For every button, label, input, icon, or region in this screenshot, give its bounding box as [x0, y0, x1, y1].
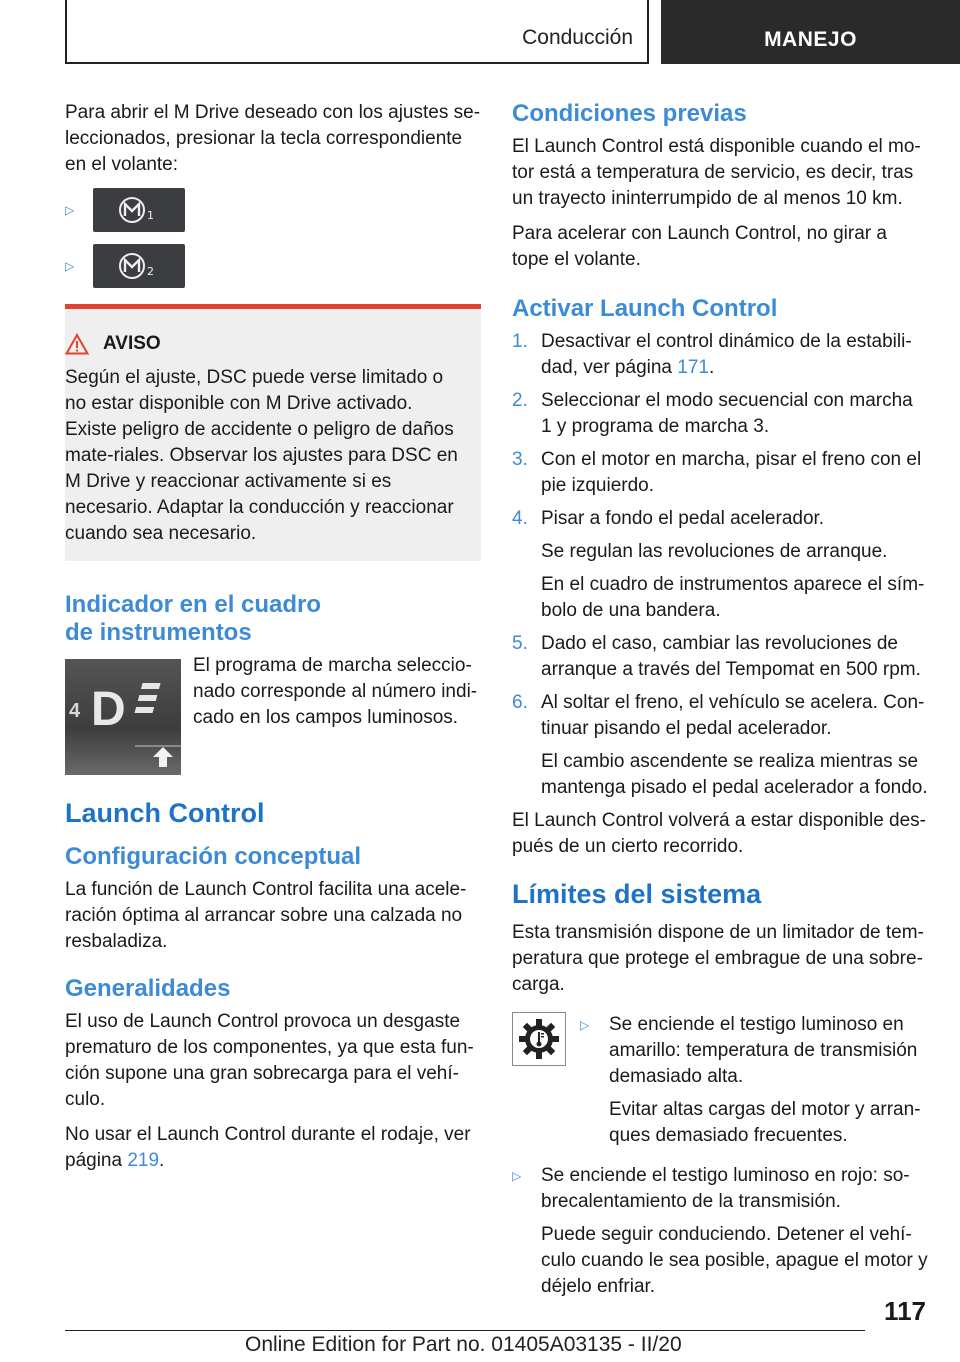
step-item: 5. Dado el caso, cambiar las revoluciones de arranque a través del Tempomat en 500 rpm.	[512, 633, 921, 680]
triangle-bullet-icon: ▷	[65, 259, 75, 273]
header-chapter-label: MANEJO	[764, 28, 857, 51]
footer-edition: Online Edition for Part no. 01405A03135 - II/20	[245, 1333, 682, 1356]
concept-heading: Configuración conceptual	[65, 843, 362, 870]
left-column	[65, 100, 481, 1183]
transmission-temperature-icon	[512, 1012, 566, 1066]
step-item: 3. Con el motor en marcha, pisar el freno con el pie izquierdo.	[512, 449, 922, 496]
prereq-text-2: Para acelerar con Launch Control, no girar a tope el volante.	[512, 223, 887, 270]
step-item: 1. Desactivar el control dinámico de la estabili-dad, ver página 171.	[512, 331, 912, 378]
indicator-block	[65, 653, 481, 775]
warning-title-text: AVISO	[103, 333, 161, 354]
red-sub: Puede seguir conduciendo. Detener el vehí-culo cuando le sea posible, apague el motor y déjelo enfriar.	[541, 1224, 928, 1297]
header-section-tab	[65, 0, 649, 64]
warning-title	[65, 331, 469, 357]
limits-title: Límites del sistema	[512, 879, 762, 909]
svg-text:1: 1	[147, 209, 154, 222]
indicator-heading: Indicador en el cuadro de instrumentos	[65, 591, 322, 646]
step-item: 4. Pisar a fondo el pedal acelerador.	[512, 508, 825, 529]
step6-sub: El cambio ascendente se realiza mientras se mantenga pisado el pedal acelerador a fondo.	[541, 751, 928, 798]
footer-divider	[65, 1330, 865, 1331]
page-link-219[interactable]: 219	[127, 1150, 160, 1171]
step4-sub-2: En el cuadro de instrumentos aparece el sím-bolo de una bandera.	[541, 574, 925, 621]
yellow-warning-row	[512, 1012, 928, 1149]
m2-button-icon	[93, 244, 185, 288]
page-link-171[interactable]: 171	[677, 357, 709, 378]
general-text-2: No usar el Launch Control durante el rodaje, ver página 219.	[65, 1124, 471, 1171]
warning-text: Según el ajuste, DSC puede verse limitado o no estar disponible con M Drive activado. Existe peligro de accidente o peligro de daños mate-riales. Observar los ajustes para DSC en M Drive y reaccionar activamente si es necesario. Adaptar la conducción y reaccionar cuando sea necesario.	[65, 367, 458, 544]
red-bullet: ▷ Se enciende el testigo luminoso en rojo: so-brecalentamiento de la transmisión.	[512, 1163, 928, 1215]
concept-text: La función de Launch Control facilita una acele-ración óptima al arrancar sobre una calzada no resbaladiza.	[65, 879, 467, 952]
m2-row	[65, 244, 481, 288]
svg-text:4: 4	[69, 700, 81, 722]
prereq-text-1: El Launch Control está disponible cuando el mo-tor está a temperatura de servicio, es decir, tras un trayecto ininterrumpido de al menos 10 km.	[512, 136, 921, 209]
gear-indicator-image	[65, 659, 181, 775]
prereq-heading: Condiciones previas	[512, 100, 747, 127]
m1-row	[65, 188, 481, 232]
yellow-bullet: ▷ Se enciende el testigo luminoso en amarillo: temperatura de transmisión demasiado alta.	[580, 1012, 928, 1090]
m1-button-icon	[93, 188, 185, 232]
step-item: 6. Al soltar el freno, el vehículo se acelera. Con-tinuar pisando el pedal acelerador.	[512, 692, 925, 739]
yellow-sub: Evitar altas cargas del motor y arran-ques demasiado frecuentes.	[609, 1099, 921, 1146]
svg-text:2: 2	[147, 265, 154, 278]
activation-steps-continued	[512, 631, 928, 742]
header-chapter-tab	[661, 0, 960, 64]
activation-steps	[512, 329, 928, 532]
triangle-bullet-icon: ▷	[65, 203, 75, 217]
general-text-1: El uso de Launch Control provoca un desgaste prematuro de los componentes, ya que esta fun-ción supone una gran sobrecarga para el vehí-culo.	[65, 1011, 474, 1110]
svg-text:D: D	[91, 683, 126, 736]
launch-control-title: Launch Control	[65, 798, 265, 828]
triangle-bullet-icon: ▷	[512, 1169, 522, 1183]
general-heading: Generalidades	[65, 975, 231, 1002]
step4-sub-1: Se regulan las revoluciones de arranque.	[541, 541, 888, 562]
indicator-text: El programa de marcha seleccio-nado corresponde al número indi-cado en los campos luminosos.	[193, 655, 478, 728]
step-item: 2. Seleccionar el modo secuencial con marcha 1 y programa de marcha 3.	[512, 390, 913, 437]
warning-triangle-icon	[65, 333, 89, 355]
activate-heading: Activar Launch Control	[512, 295, 778, 322]
triangle-bullet-icon: ▷	[580, 1018, 590, 1032]
right-column	[512, 100, 928, 1307]
warning-box	[65, 304, 481, 561]
after-steps-text: El Launch Control volverá a estar disponible des-pués de un cierto recorrido.	[512, 810, 927, 857]
limits-text: Esta transmisión dispone de un limitador de tem-peratura que protege el embrague de una sobre-carga.	[512, 922, 924, 995]
header-section-label: Conducción	[522, 26, 633, 49]
page-number: 117	[884, 1296, 926, 1326]
intro-paragraph: Para abrir el M Drive deseado con los ajustes se-leccionados, presionar la tecla correspondiente en el volante:	[65, 102, 481, 175]
